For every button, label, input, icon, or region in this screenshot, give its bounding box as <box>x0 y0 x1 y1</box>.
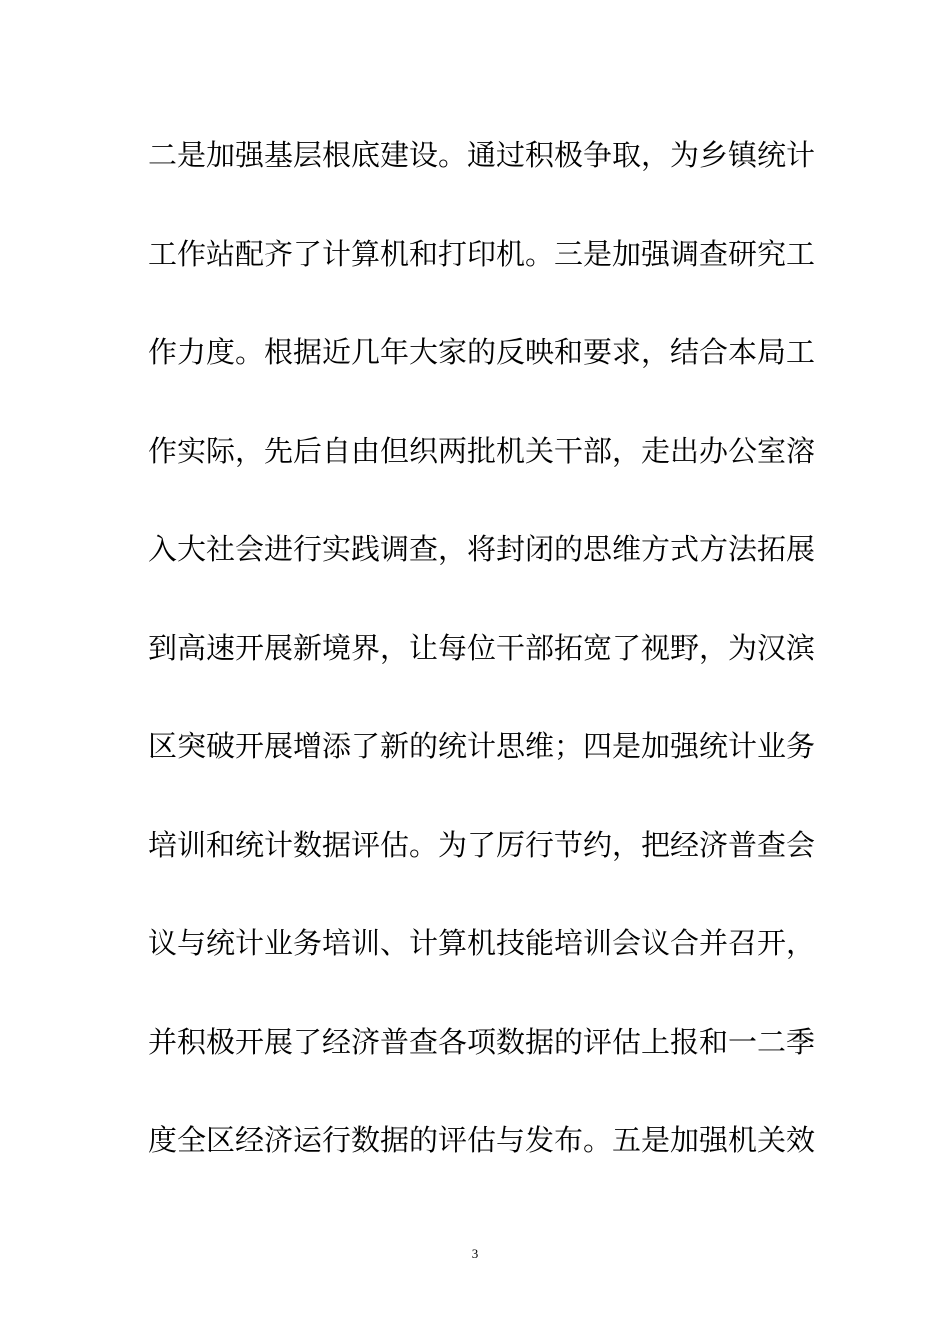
text-line: 度全区经济运行数据的评估与发布。五是加强机关效 <box>148 1123 816 1157</box>
body-paragraph <box>148 128 816 1212</box>
text-line: 二是加强基层根底建设。通过积极争取，为乡镇统计 <box>148 138 816 172</box>
text-line: 入大社会进行实践调查，将封闭的思维方式方法拓展 <box>148 532 816 566</box>
page-number: 3 <box>471 1246 479 1261</box>
text-line: 工作站配齐了计算机和打印机。三是加强调查研究工 <box>148 236 816 271</box>
text-line: 到高速开展新境界，让每位干部拓宽了视野，为汉滨 <box>148 630 816 665</box>
text-line: 区突破开展增添了新的统计思维；四是加强统计业务 <box>148 729 816 763</box>
text-line: 作实际，先后自由但织两批机关干部，走出办公室溶 <box>148 433 816 468</box>
text-line: 培训和统计数据评估。为了厉行节约，把经济普查会 <box>148 827 816 862</box>
text-line: 并积极开展了经济普查各项数据的评估上报和一二季 <box>148 1024 816 1059</box>
text-line: 议与统计业务培训、计算机技能培训会议合并召开， <box>148 926 816 960</box>
text-line: 作力度。根据近几年大家的反映和要求，结合本局工 <box>148 335 816 369</box>
